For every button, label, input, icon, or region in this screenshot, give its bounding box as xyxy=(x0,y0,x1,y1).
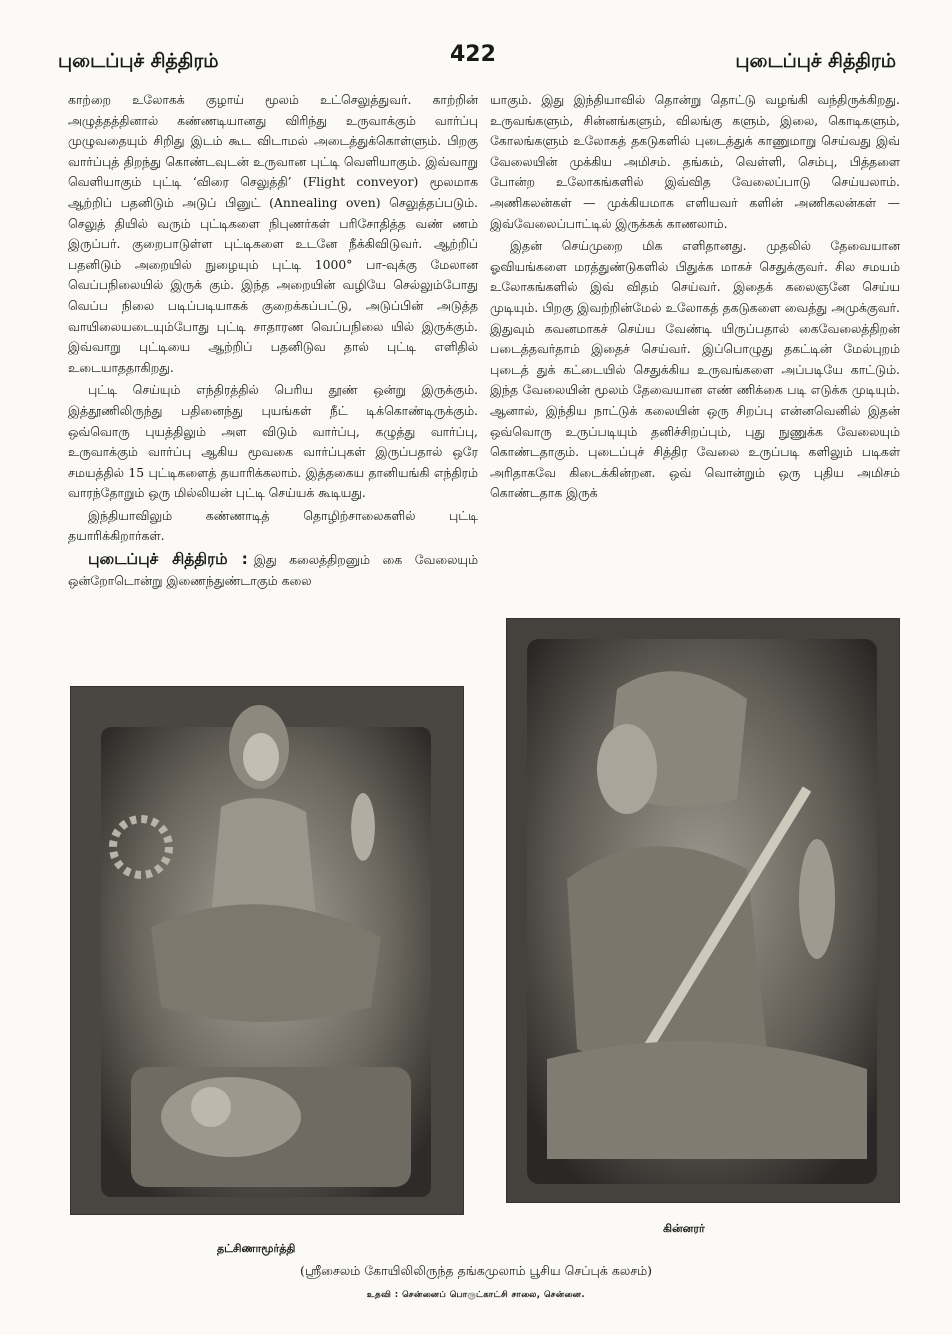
page-number: 422 xyxy=(450,42,496,67)
left-paragraph-1: காற்றை உலோகக் குழாய் மூலம் உட்செலுத்துவர். காற்றின் அழுத்தத்தினால் கண்ணடியானது விரிந்து உருவாக்கும் வார்ப்பு முழுவதையும் சிறிது இடம் கூட விடாமல் அடைத்துக்கொள்ளும். பிறகு வார்ப்புத் திறந்து கொண்டவுடன் உருவான புட்டி வெளியாகும். இவ்வாறு வெளியாகும் புட்டி ‘விரை செலுத்தி’ (Flight conveyor) மூலமாக ஆற்றிப் பதனிடும் அடுப் பினுட் (Annealing oven) செலுத்தப்படும். செலுத் தியில் வரும் புட்டிகளை நிபுணர்கள் பரிசோதித்த வண் ணம் இருப்பர். குறைபாடுள்ள புட்டிகளை உடனே நீக்கிவிடுவர். ஆற்றிப் பதனிடும் அறையில் நுழையும் புட்டி 1000° பா-வுக்கு மேலான வெப்பநிலையில் இருக் கும். இந்த அறையின் வழியே செல்லும்போது வெப்ப நிலை படிப்படியாகக் குறைக்கப்பட்டு, அடுப்பின் அடுத்த வாயிலையடையும்போது புட்டி சாதாரண வெப்பநிலை யில் இருக்கும். இவ்வாறு புட்டியை ஆற்றிப் பதனிடுவ தால் புட்டி எளிதில் உடையாததாகிறது. xyxy=(68,92,478,375)
left-paragraph-2: புட்டி செய்யும் எந்திரத்தில் பெரிய தூண் ஒன்று இருக்கும். இத்தூணிலிருந்து பதினைந்து புயங்கள் நீட் டிக்கொண்டிருக்கும். ஒவ்வொரு புயத்திலும் அள விடும் வார்ப்பு, கழுத்து வார்ப்பு, உருவாக்கும் வார்ப்பு ஆகிய மூவகை வார்ப்புகள் இருப்பதால் ஒரே சமயத்தில் 15 புட்டிகளைத் தயாரிக்கலாம். இத்தகைய தானியங்கி எந்திரம் வாரந்தோறும் ஒரு மில்லியன் புட்டி செய்யக் கூடியது. xyxy=(68,382,478,501)
kinnarar-relief-photo xyxy=(506,618,900,1203)
figure-main-caption: (ஸ்ரீசைலம் கோயிலிலிருந்த தங்கமுலாம் பூசிய செப்புக் கலசம்) xyxy=(299,1263,653,1278)
running-title-right: புடைப்புச் சித்திரம் xyxy=(735,50,896,72)
right-paragraph-2: இதன் செய்முறை மிக எளிதானது. முதலில் தேவையான ஓவியங்களை மரத்துண்டுகளில் பிதுக்க மாகச் செதுக்குவர். சில சமயம் உலோகங்களில் இவ் விதம் செய்வர். இதைக் கலைஞனே செய்ய முடியும். பிறகு இவற்றின்மேல் உலோகத் தகடுகளை வைத்து அமுக்குவர். இதுவும் கவனமாகச் செய்ய வேண்டி யிருப்பதால் கைவேலைத்திறன் படைத்தவர்தாம் இதைச் செய்வர். இப்பொழுது தகட்டின் மேல்புறம் புடைத் துக் கட்டையில் செதுக்கிய உருவங்களை அப்படியே காட்டும். இந்த வேலையின் மூலம் தேவையான எண் ணிக்கை படி எடுக்க முடியும். ஆனால், இந்திய நாட்டுக் கலையின் ஒரு சிறப்பு என்னவெனில் இதன் ஒவ்வொரு உருப்படியும் தனிச்சிறப்பும், புது நுணுக்க வேலையும் கொண்டதாகும். புடைப்புச் சித்திர வேலை உருப்படி களிலும் படிகள் அரிதாகவே கிடைக்கின்றன. ஒவ் வொன்றும் ஒரு புதிய அமிசம் கொண்டதாக இருக் xyxy=(490,238,900,501)
figure-credit: உதவி : சென்னைப் பொருட்காட்சி சாலை, சென்னை. xyxy=(366,1290,586,1300)
left-paragraph-4 xyxy=(68,549,478,591)
right-text-column xyxy=(490,90,900,610)
section-intro-text: இது கலைத்திறனும் கை வேலையும் ஒன்றோடொன்று இணைந்துண்டாகும் கலை xyxy=(68,552,478,588)
left-figure-caption: தட்சிணாமூர்த்தி xyxy=(217,1242,296,1255)
dakshinamurthy-relief-photo xyxy=(70,686,464,1215)
page-header xyxy=(0,40,952,80)
left-paragraph-3: இந்தியாவிலும் கண்ணாடித் தொழிற்சாலைகளில் புட்டி தயாரிக்கிறார்கள். xyxy=(68,507,478,544)
left-text-column xyxy=(68,90,478,668)
running-title-left: புடைப்புச் சித்திரம் xyxy=(58,50,219,72)
right-figure-caption: கின்னரர் xyxy=(663,1222,705,1235)
right-paragraph-1: யாகும். இது இந்தியாவில் தொன்று தொட்டு வழங்கி வந்திருக்கிறது. உருவங்களும், சின்னங்களும், விலங்கு களும், இலை, கொடிகளும், கோலங்களும் உலோகத் தகடுகளில் புடைத்துக் காணுமாறு செய்வது இவ் வேலையின் முக்கிய அமிசம். தங்கம், வெள்ளி, செம்பு, பித்தளை போன்ற உலோகங்களில் இவ்வித வேலைப்பாடு செய்யலாம். அணிகலன்கள் — முக்கியமாக எளியவர் களின் அணிகலன்கள் — இவ்வேலைப்பாட்டில் இருக்கக் காணலாம். xyxy=(490,92,900,231)
section-heading: புடைப்புச் சித்திரம் : xyxy=(88,550,248,569)
